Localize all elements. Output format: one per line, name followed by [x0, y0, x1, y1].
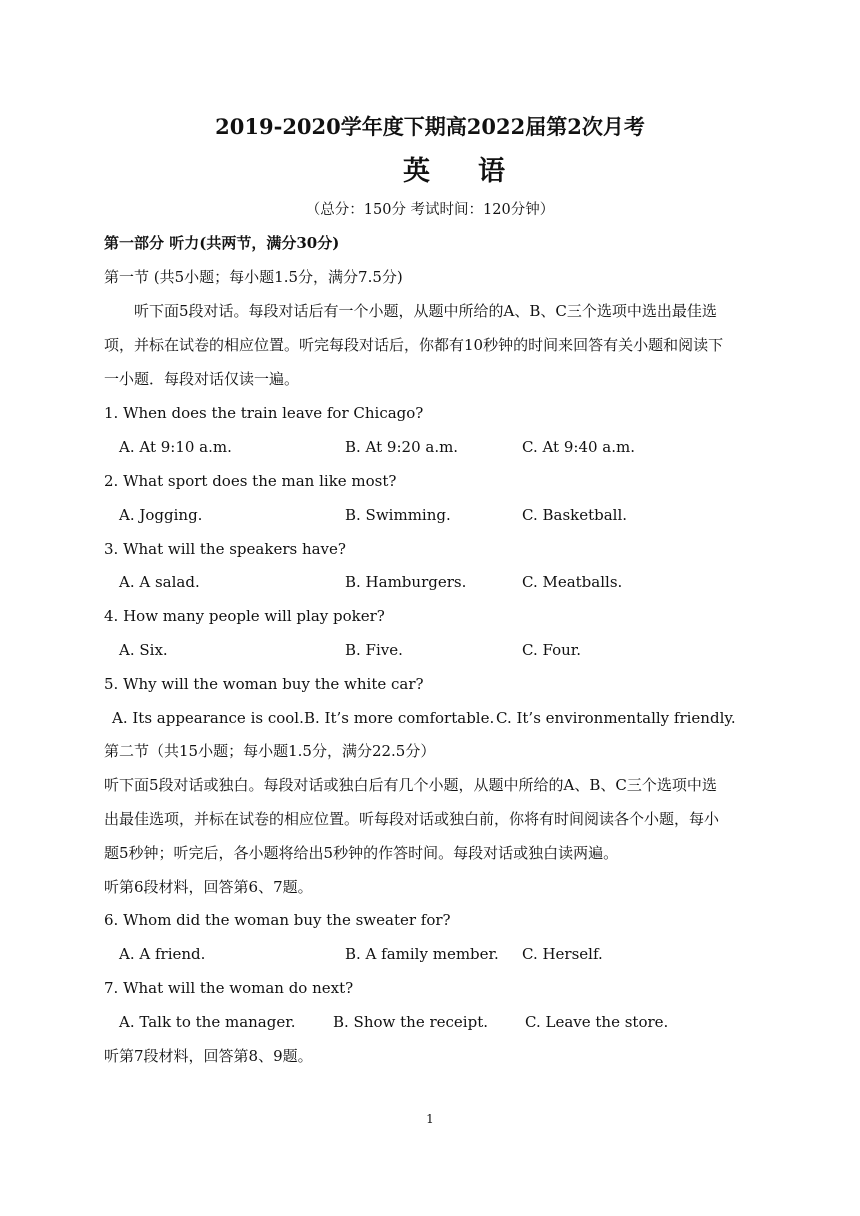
section1-heading: 第一节 (共5小题；每小题1.5分，满分7.5分) — [104, 268, 403, 286]
section1-instruction-line: 听下面5段对话。每段对话后有一个小题，从题中所给的A、B、C三个选项中选出最佳选 — [134, 302, 717, 320]
material-6-heading: 听第6段材料，回答第6、7题。 — [104, 878, 313, 896]
option-a: A. Jogging. — [119, 506, 203, 524]
section1-instruction-line: 一小题．每段对话仅读一遍。 — [104, 370, 300, 388]
page-number: 1 — [426, 1112, 434, 1126]
exam-title: 2019-2020学年度下期高2022届第2次月考 — [215, 114, 645, 139]
option-a: A. A salad. — [119, 573, 200, 591]
option-c: C. Herself. — [522, 945, 603, 963]
question-7: 7. What will the woman do next? — [104, 979, 354, 997]
question-2: 2. What sport does the man like most? — [104, 472, 397, 490]
option-a: A. Six. — [119, 641, 168, 659]
option-b: B. Swimming. — [345, 506, 451, 524]
section1-instruction-line: 项，并标在试卷的相应位置。听完每段对话后，你都有10秒钟的时间来回答有关小题和阅读下 — [104, 336, 724, 354]
option-c: C. Basketball. — [522, 506, 628, 524]
part1-heading: 第一部分 听力(共两节，满分30分) — [104, 234, 340, 252]
question-1: 1. When does the train leave for Chicago? — [104, 404, 424, 422]
section2-instruction-line: 听下面5段对话或独白。每段对话或独白后有几个小题，从题中所给的A、B、C三个选项中选 — [104, 776, 717, 794]
option-a: A. Its appearance is cool. — [112, 709, 304, 727]
exam-meta: （总分：150分 考试时间：120分钟） — [305, 202, 555, 218]
question-3: 3. What will the speakers have? — [104, 540, 346, 558]
option-b: B. It’s more comfortable. — [304, 709, 495, 727]
option-b: B. At 9:20 a.m. — [345, 438, 459, 456]
section2-heading: 第二节（共15小题；每小题1.5分，满分22.5分） — [104, 742, 436, 760]
option-b: B. Hamburgers. — [345, 573, 467, 591]
question-6: 6. Whom did the woman buy the sweater for? — [104, 911, 451, 929]
option-c: C. It’s environmentally friendly. — [496, 709, 736, 727]
option-c: C. Four. — [522, 641, 582, 659]
subject-title: 英语 — [403, 156, 553, 187]
option-c: C. At 9:40 a.m. — [522, 438, 635, 456]
material-7-heading: 听第7段材料，回答第8、9题。 — [104, 1047, 313, 1065]
option-b: B. Five. — [345, 641, 403, 659]
question-4: 4. How many people will play poker? — [104, 607, 385, 625]
section2-instruction-line: 出最佳选项，并标在试卷的相应位置。听每段对话或独白前，你将有时间阅读各个小题，每小 — [104, 810, 720, 828]
option-a: A. Talk to the manager. — [119, 1013, 296, 1031]
option-b: B. A family member. — [345, 945, 499, 963]
option-b: B. Show the receipt. — [333, 1013, 488, 1031]
option-c: C. Meatballs. — [522, 573, 623, 591]
section2-instruction-line: 题5秒钟；听完后，各小题将给出5秒钟的作答时间。每段对话或独白读两遍。 — [104, 844, 619, 862]
option-a: A. A friend. — [119, 945, 206, 963]
option-c: C. Leave the store. — [525, 1013, 669, 1031]
option-a: A. At 9:10 a.m. — [119, 438, 232, 456]
question-5: 5. Why will the woman buy the white car? — [104, 675, 424, 693]
